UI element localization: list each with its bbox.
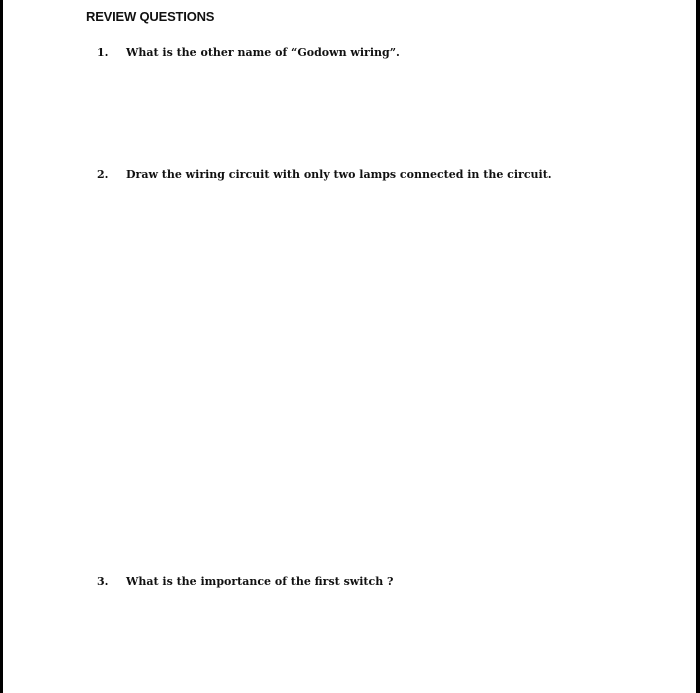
right-border xyxy=(696,0,700,693)
question-3 xyxy=(97,575,393,588)
question-2 xyxy=(97,168,552,181)
question-text: What is the importance of the first switch ? xyxy=(126,575,394,588)
question-number: 2. xyxy=(97,168,109,181)
question-number: 1. xyxy=(97,46,109,59)
question-text: What is the other name of “Godown wiring”. xyxy=(126,46,400,59)
page-title: REVIEW QUESTIONS xyxy=(86,9,215,24)
question-1 xyxy=(97,46,400,59)
question-number: 3. xyxy=(97,575,109,588)
left-border xyxy=(0,0,3,693)
question-text: Draw the wiring circuit with only two lamps connected in the circuit. xyxy=(126,168,552,181)
